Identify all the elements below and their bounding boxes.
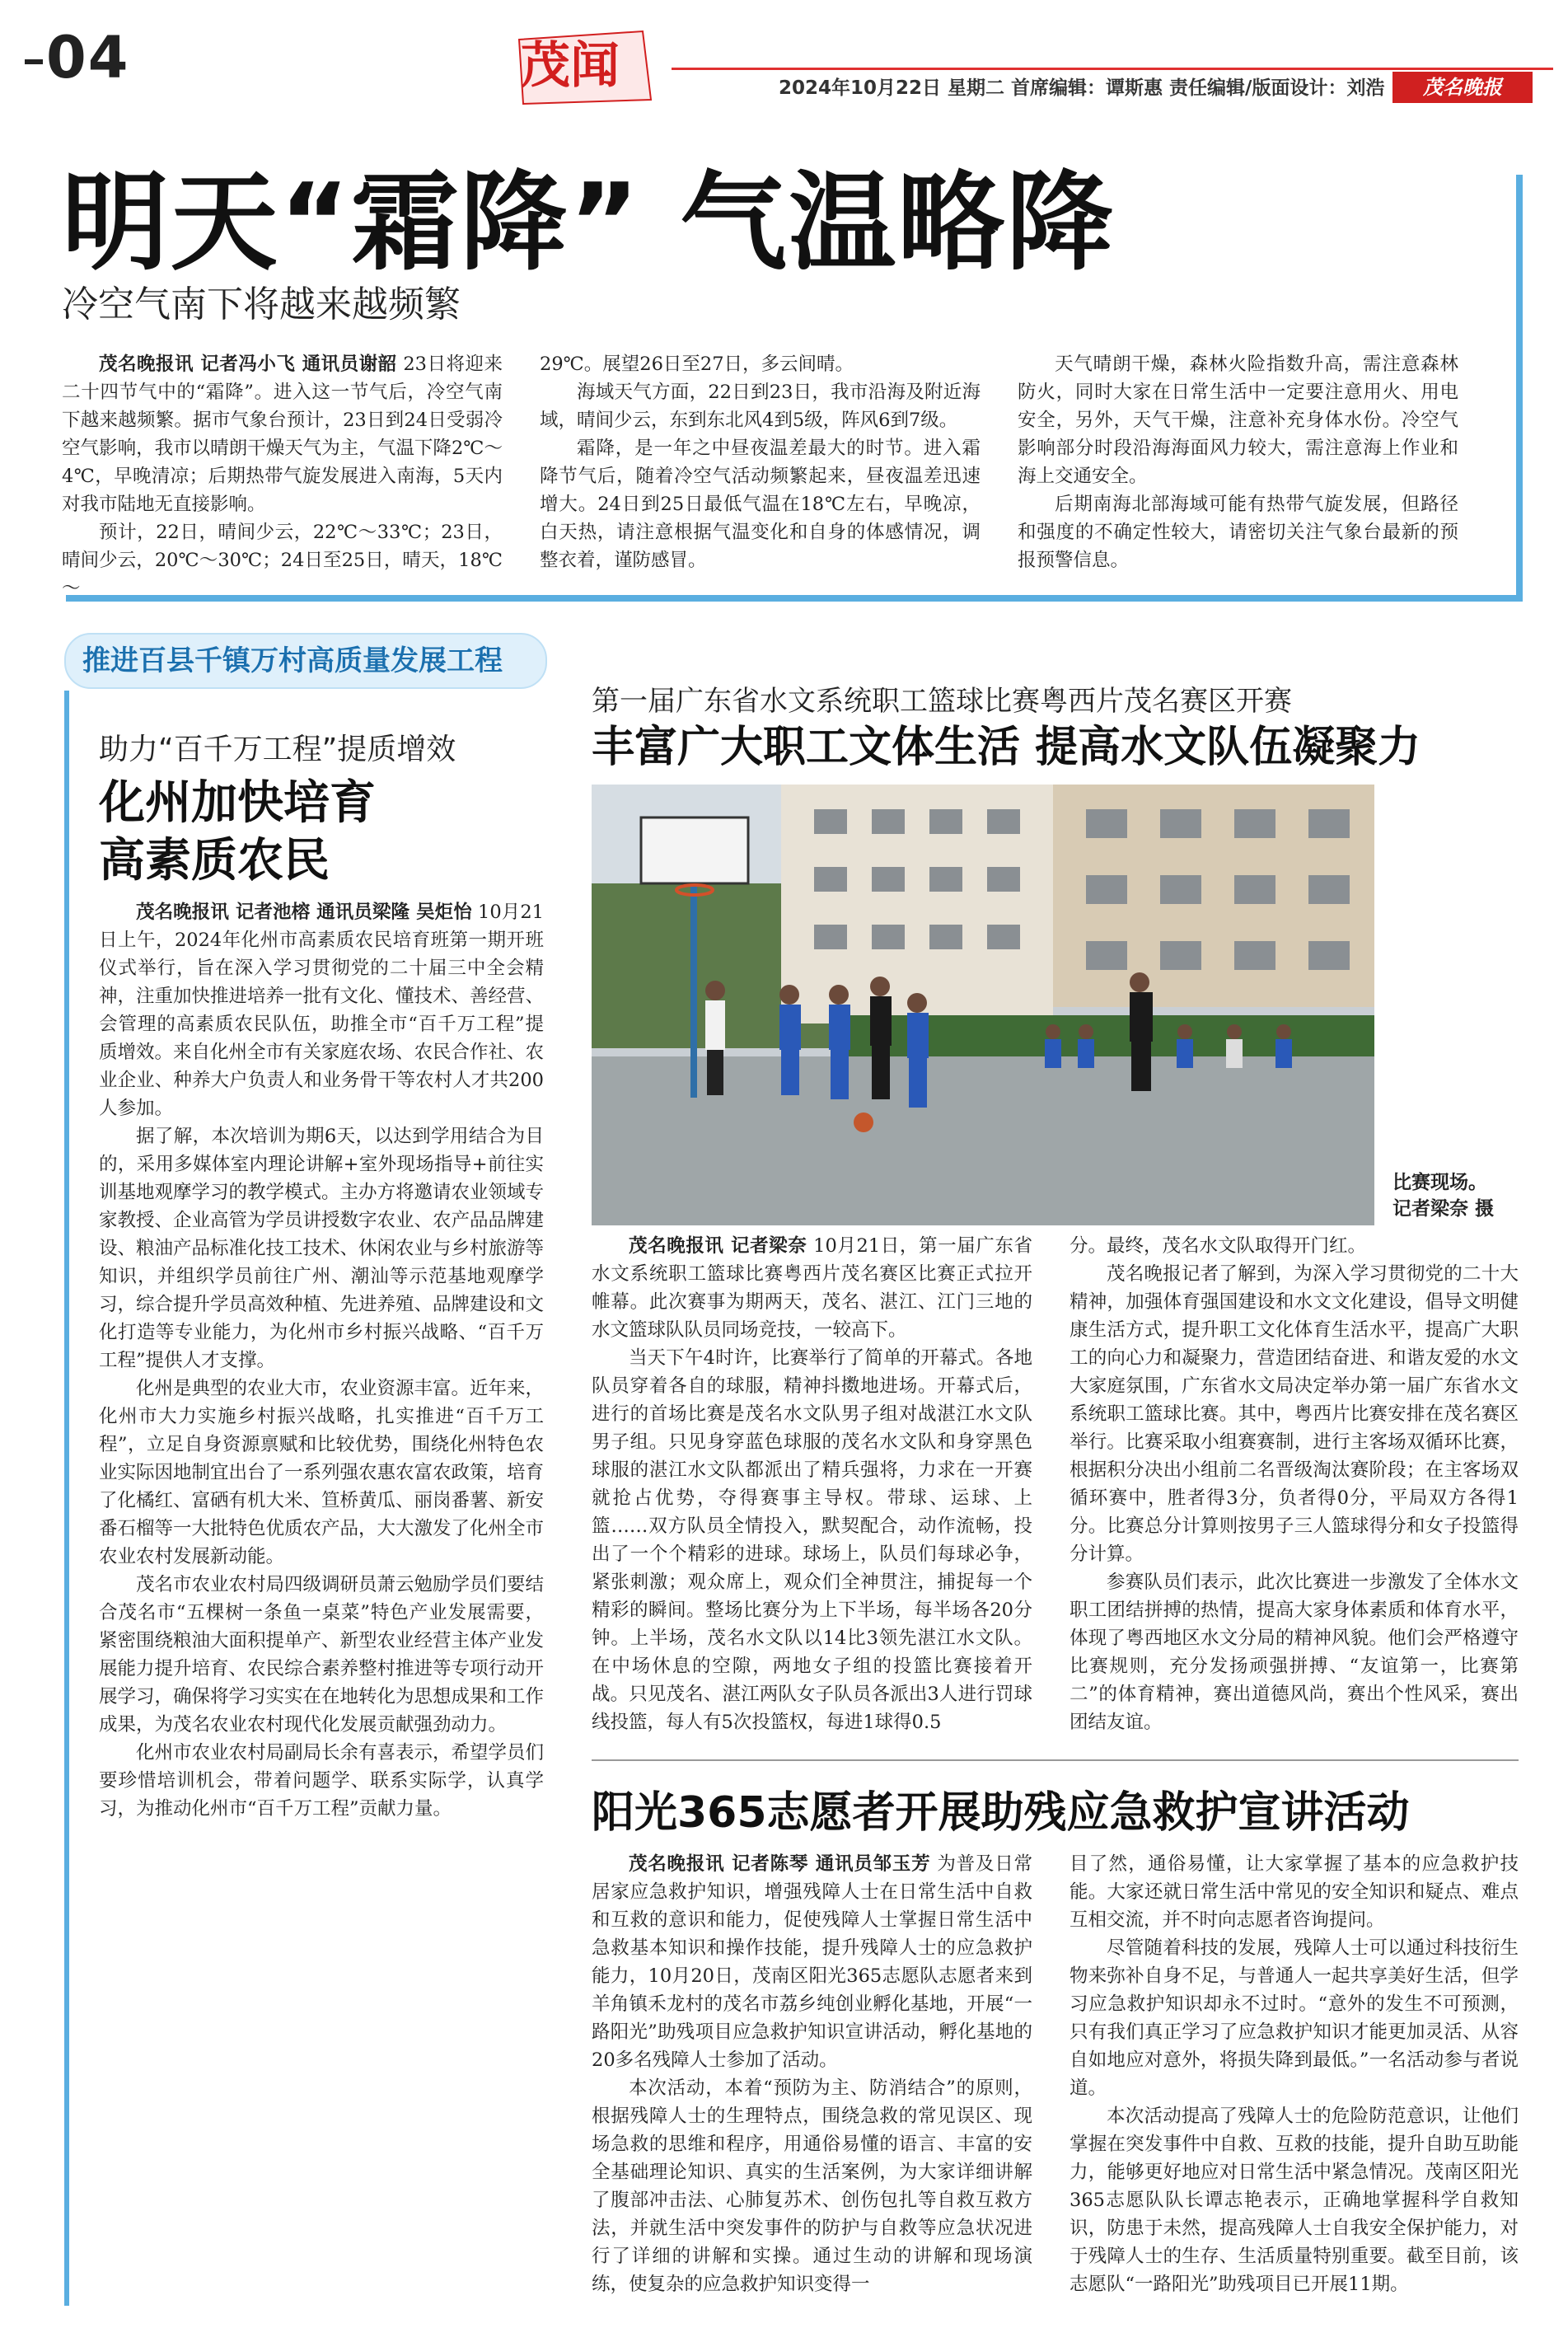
left-kicker: 助力“百千万工程”提质增效 xyxy=(99,733,456,766)
header-rule xyxy=(672,68,1553,70)
page-dash xyxy=(25,59,43,64)
paragraph: 霜降，是一年之中昼夜温差最大的时节。进入霜降节气后，随着冷空气活动频繁起来，昼夜温差迅速增大。24日到25日最低气温在18℃左右，早晚凉，白天热，请注意根据气温变化和自身的体感情况，调整衣着，谨防感冒。 xyxy=(540,438,981,571)
section-label: 茂闻 xyxy=(521,37,620,95)
photo-credit: 记者梁奈 摄 xyxy=(1392,1198,1495,1220)
byline: 茂名晚报讯 记者陈琴 通讯员邹玉芳 xyxy=(629,1853,931,1875)
top-story-col1 xyxy=(62,350,503,602)
top-subhead: 冷空气南下将越来越频繁 xyxy=(62,283,461,326)
basketball-col1 xyxy=(592,1232,1032,1736)
paragraph: 目了然，通俗易懂，让大家掌握了基本的应急救护技能。大家还就日常生活中常见的安全知识和疑点、难点互相交流，并不时向志愿者咨询提问。 xyxy=(1070,1853,1519,1931)
byline: 茂名晚报讯 记者梁奈 xyxy=(629,1235,807,1257)
paragraph xyxy=(62,518,503,602)
paragraph-text: 10月21日，第一届广东省水文系统职工篮球比赛粤西片茂名赛区比赛正式拉开帷幕。此次赛事为期两天，茂名、湛江、江门三地的水文篮球队队员同场竞技，一较高下。 xyxy=(592,1235,1032,1341)
paragraph-text: 23日将迎来二十四节气中的“霜降”。进入这一节气后，冷空气南下越来越频繁。据市气象台预计，23日到24日受弱冷空气影响，我市以晴朗干燥天气为主，气温下降2℃～4℃，早晚清凉；后期热带气旋发展进入南海，5天内对我市陆地无直接影响。 xyxy=(62,354,503,515)
byline: 茂名晚报讯 记者冯小飞 通讯员谢韶 xyxy=(99,354,397,375)
topic-label: 推进百县千镇万村高质量发展工程 xyxy=(82,644,503,677)
paragraph: 化州是典型的农业大市，农业资源丰富。近年来，化州市大力实施乡村振兴战略，扎实推进“百千万工程”，立足自身资源禀赋和比较优势，围绕化州特色农业实际因地制宜出台了一系列强农惠农富农政策，培育了化橘红、富硒有机大米、笪桥黄瓜、丽岗番薯、新安番石榴等一大批特色优质农产品，大大激发了化州全市农业农村发展新动能。 xyxy=(99,1378,545,1567)
paragraph: 茂名晚报记者了解到，为深入学习贯彻党的二十大精神，加强体育强国建设和水文文化建设，倡导文明健康生活方式，提升职工文化体育生活水平，提高广大职工的向心力和凝聚力，营造团结奋进、和谐友爱的水文大家庭氛围，广东省水文局决定举办第一届广东省水文系统职工篮球比赛。其中，粤西片比赛安排在茂名赛区举行。比赛采取小组赛赛制，进行主客场双循环比赛，根据积分决出小组前二名晋级淘汰赛阶段；在主客场双循环赛中，胜者得3分，负者得0分，平局双方各得1分。比赛总分计算则按男子三人篮球得分和女子投篮得分计算。 xyxy=(1070,1263,1519,1565)
byline: 茂名晚报讯 记者池榕 通讯员梁隆 吴炬怡 xyxy=(136,902,472,923)
paragraph: 分。最终，茂名水文队取得开门红。 xyxy=(1070,1235,1367,1257)
story-divider xyxy=(592,1759,1519,1761)
basketball-headline: 丰富广大职工文体生活 提高水文队伍凝聚力 xyxy=(592,723,1421,772)
paragraph: 29℃。展望26日至27日，多云间晴。 xyxy=(540,354,854,375)
paragraph: 参赛队员们表示，此次比赛进一步激发了全体水文职工团结拼搏的热情，提高大家身体素质和体育水平，体现了粤西地区水文分局的精神风貌。他们会严格遵守比赛规则，充分发扬顽强拼搏、“友谊第一，比赛第二”的体育精神，赛出道德风尚，赛出个性风采，赛出团结友谊。 xyxy=(1070,1572,1519,1733)
page-number xyxy=(25,25,129,91)
top-story-col3 xyxy=(1018,350,1458,574)
paragraph: 天气晴朗干燥，森林火险指数升高，需注意森林防火，同时大家在日常生活中一定要注意用火、用电安全，另外，天气干燥，注意补充身体水份。冷空气影响部分时段沿海海面风力较大，需注意海上作业和海上交通安全。 xyxy=(1018,354,1458,487)
volunteer-col1 xyxy=(592,1850,1032,2298)
paragraph-text: 为普及日常居家应急救护知识，增强残障人士在日常生活中自救和互救的意识和能力，促使残障人士掌握日常生活中急救基本知识和操作技能，提升残障人士的应急救护能力，10月20日，茂南区阳光365志愿队志愿者来到羊角镇禾龙村的茂名市荔乡纯创业孵化基地，开展“一路阳光”助残项目应急救护知识宣讲活动，孵化基地的20多名残障人士参加了活动。 xyxy=(592,1853,1032,2071)
paragraph xyxy=(99,898,544,1122)
basketball-photo xyxy=(592,785,1374,1225)
paragraph: 化州市农业农村局副局长余有喜表示，希望学员们要珍惜培训机会，带着问题学、联系实际学，认真学习，为推动化州市“百千万工程”贡献力量。 xyxy=(99,1742,545,1820)
paragraph: 据了解，本次培训为期6天，以达到学用结合为目的，采用多媒体室内理论讲解+室外现场指导+前往实训基地观摩学习的教学模式。主办方将邀请农业领域专家教授、企业高管为学员讲授数字农业、农产品品牌建设、粮油产品标准化技工技术、休闲农业与乡村旅游等知识，并组织学员前往广州、潮汕等示范基地观摩学习，综合提升学员高效种植、先进养殖、品牌建设和文化打造等专业能力，为化州市乡村振兴战略、“百千万工程”提供人才支撑。 xyxy=(99,1126,545,1371)
left-story-body xyxy=(99,898,544,1823)
paragraph xyxy=(592,1232,1032,1344)
issue-meta: 2024年10月22日 星期二 首席编辑：谭斯惠 责任编辑/版面设计：刘浩 xyxy=(779,77,1385,99)
paragraph xyxy=(62,350,503,518)
left-headline-line2: 高素质农民 xyxy=(99,834,330,888)
paragraph: 茂名市农业农村局四级调研员萧云勉励学员们要结合茂名市“五棵树一条鱼一桌菜”特色产业发展需要，紧密围绕粮油大面积提单产、新型农业经营主体产业发展能力提升培育、农民综合素养整村推进等专项行动开展学习，确保将学习实实在在地转化为思想成果和工作成果，为茂名农业农村现代化发展贡献强劲动力。 xyxy=(99,1574,545,1735)
volunteer-headline: 阳光365志愿者开展助残应急救护宣讲活动 xyxy=(592,1788,1410,1838)
paragraph: 本次活动提高了残障人士的危险防范意识，让他们掌握在突发事件中自救、互救的技能，提升自助互助能力，能够更好地应对日常生活中紧急情况。茂南区阳光365志愿队队长谭志艳表示，正确地掌握科学自救知识，防患于未然，提高残障人士自我安全保护能力，对于残障人士的生存、生活质量特别重要。截至目前，该志愿队“一路阳光”助残项目已开展11期。 xyxy=(1070,2106,1519,2295)
paragraph: 当天下午4时许，比赛举行了简单的开幕式。各地队员穿着各自的球服，精神抖擞地进场。开幕式后，进行的首场比赛是茂名水文队男子组对战湛江水文队男子组。只见身穿蓝色球服的茂名水文队和身穿黑色球服的湛江水文队都派出了精兵强将，力求在一开赛就抢占优势，夺得赛事主导权。带球、运球、上篮……双方队员全情投入，默契配合，动作流畅，投出了一个个精彩的进球。球场上，队员们每球必争，紧张刺激；观众席上，观众们全神贯注，捕捉每一个精彩的瞬间。整场比赛分为上下半场，每半场各20分钟。上半场，茂名水文队以14比3领先湛江水文队。在中场休息的空隙，两地女子组的投篮比赛接着开战。只见茂名、湛江两队女子队员各派出3人进行罚球线投篮，每人有5次投篮权，每进1球得0.5 xyxy=(592,1347,1032,1733)
left-column-rule xyxy=(64,691,69,2306)
paragraph xyxy=(592,1850,1032,2074)
paragraph: 后期南海北部海域可能有热带气旋发展，但路径和强度的不确定性较大，请密切关注气象台最新的预报预警信息。 xyxy=(1018,494,1458,571)
basketball-kicker: 第一届广东省水文系统职工篮球比赛粤西片茂名赛区开赛 xyxy=(592,685,1292,718)
top-story-col2 xyxy=(540,350,981,574)
paragraph: 海域天气方面，22日到23日，我市沿海及附近海域，晴间少云，东到东北风4到5级，阵风6到7级。 xyxy=(540,382,981,431)
page-number-text: 04 xyxy=(46,24,130,91)
top-headline: 明天“霜降” 气温略降 xyxy=(62,160,1116,285)
paper-logo: 茂名晚报 xyxy=(1392,72,1533,103)
basketball-col2 xyxy=(1070,1232,1519,1736)
paragraph: 尽管随着科技的发展，残障人士可以通过科技衍生物来弥补自身不足，与普通人一起共享美好生活，但学习应急救护知识却永不过时。“意外的发生不可预测，只有我们真正学习了应急救护知识才能更加灵活、从容自如地应对意外，将损失降到最低。”一名活动参与者说道。 xyxy=(1070,1937,1519,2099)
photo-caption: 比赛现场。 xyxy=(1392,1172,1487,1193)
volunteer-col2 xyxy=(1070,1850,1519,2298)
left-headline: 化州加快培育 xyxy=(99,776,376,830)
paragraph-text: 预计，22日，晴间少云，22℃～33℃；23日，晴间少云，20℃～30℃；24日至25日，晴天，18℃～ xyxy=(62,522,503,599)
paragraph: 本次活动，本着“预防为主、防消结合”的原则，根据残障人士的生理特点，围绕急救的常见误区、现场急救的思维和程序，用通俗易懂的语言、丰富的安全基础理论知识、真实的生活案例，为大家详细讲解了腹部冲击法、心肺复苏术、创伤包扎等自救互救方法，并就生活中突发事件的防护与自救等应急状况进行了详细的讲解和实操。通过生动的讲解和现场演练，使复杂的应急救护知识变得一 xyxy=(592,2077,1032,2295)
paragraph-text: 10月21日上午，2024年化州市高素质农民培育班第一期开班仪式举行，旨在深入学习贯彻党的二十届三中全会精神，注重加快推进培养一批有文化、懂技术、善经营、会管理的高素质农民队伍，助推全市“百千万工程”提质增效。来自化州全市有关家庭农场、农民合作社、农业企业、种养大户负责人和业务骨干等农村人才共200人参加。 xyxy=(99,902,545,1119)
